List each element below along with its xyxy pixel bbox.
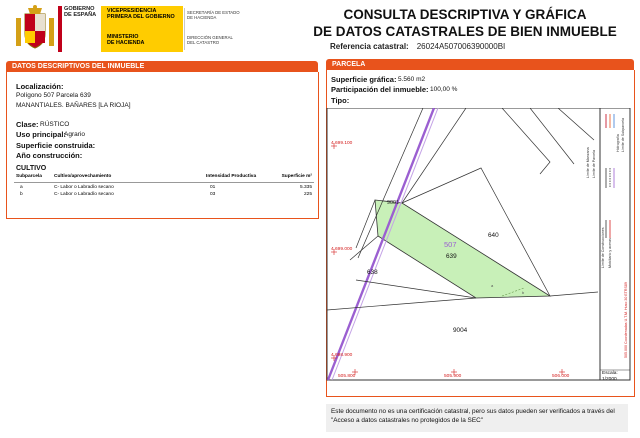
anio-label: Año construcción: [16, 151, 83, 160]
cultivo-header-row [14, 172, 314, 181]
localizacion-label: Localización: [16, 82, 64, 91]
tipo-label: Tipo: [331, 96, 350, 105]
col-superficie: Superficie m² [281, 174, 312, 179]
map-legend: Límite de Parcela [592, 150, 596, 178]
sup-grafica-label: Superficie gráfica: [331, 75, 397, 84]
col-cultivo: Cultivo/aprovechamiento [54, 174, 112, 179]
cultivo-title: CULTIVO [16, 165, 47, 172]
cadastral-map[interactable] [326, 108, 632, 388]
gov-espana: GOBIERNO DE ESPAÑA [64, 6, 97, 19]
map-legend: Límite de Manzana [586, 147, 590, 178]
parcel-label-9001: 9001 [387, 200, 399, 206]
subparcel-label-b: b [522, 290, 525, 295]
y-coord-label: 4.699.100 [331, 141, 353, 146]
parcel-label-639: 639 [446, 253, 457, 260]
x-coord-label: 506.000 [552, 374, 570, 379]
red-band [58, 6, 62, 52]
participacion-value: 100,00 % [430, 86, 458, 93]
secretaria-text: SECRETARÍA DE ESTADO DE HACIENDA [187, 10, 240, 21]
clase-label: Clase: [16, 120, 39, 129]
escala-value: 1/2000 [602, 377, 617, 382]
coord-note: 505.000 Coordenadas U.T.M. Huso 30 ETRS89 [624, 282, 628, 358]
verification-notice: Este documento no es una certificación catastral, pero sus datos pueden ser verificados a través del "Acceso a datos catastrales no protegidos de la SEC" [326, 404, 628, 432]
document-title: CONSULTA DESCRIPTIVA Y GRÁFICA DE DATOS CATASTRALES DE BIEN INMUEBLE [313, 7, 617, 39]
clase-value: RÚSTICO [40, 121, 70, 128]
subparcel-label-a: a [491, 283, 494, 288]
sup-grafica-value: 5.560 m2 [398, 76, 426, 83]
map-legend: Hidrografía [616, 134, 620, 152]
coat-of-arms-logo [14, 4, 56, 52]
polygon-label-507: 507 [444, 240, 457, 249]
parcel-label-640: 640 [488, 232, 499, 239]
col-subparcela: Subparcela [16, 174, 42, 179]
parcel-label-638: 638 [367, 269, 378, 276]
y-coord-label: 4.699.000 [331, 247, 353, 252]
uso-value: Agrario [64, 131, 85, 138]
parcel-label-9004: 9004 [453, 327, 468, 334]
col-intensidad: Intensidad Productiva [206, 174, 257, 179]
referencia-catastral: Referencia catastral: 26024A507006390000BI [330, 42, 506, 51]
map-legend: Límite de Subparcela [621, 118, 625, 152]
localizacion-line1: Polígono 507 Parcela 639 [16, 92, 91, 99]
parcela-section-header: PARCELA [326, 59, 634, 70]
ministerio-text: MINISTERIO [107, 34, 139, 40]
cultivo-table [14, 172, 314, 198]
uso-label: Uso principal: [16, 130, 67, 139]
vicepresidencia-text: VICEPRESIDENCIA [107, 8, 157, 14]
superficie-construida-label: Superficie construida: [16, 141, 96, 150]
map-legend: Mobiliario y aceras [608, 238, 612, 268]
participacion-label: Participación del inmueble: [331, 85, 429, 94]
localizacion-line2: MANANTIALES. BAÑARES [LA RIOJA] [16, 102, 131, 109]
table-row: a C- Labor o Labradío secano 01 5.335 [20, 185, 312, 190]
direccion-text: DIRECCIÓN GENERAL DEL CATASTRO [187, 35, 233, 46]
inmueble-section-header: DATOS DESCRIPTIVOS DEL INMUEBLE [6, 61, 318, 72]
x-coord-label: 505.900 [444, 374, 462, 379]
y-coord-label: 4.698.900 [331, 353, 353, 358]
map-legend: Límite de Construcciones [601, 227, 605, 268]
escala-label: Escala: [602, 371, 618, 376]
ministry-band: VICEPRESIDENCIA PRIMERA DEL GOBIERNO MINISTERIO DE HACIENDA [101, 6, 183, 52]
x-coord-label: 505.800 [338, 374, 356, 379]
table-row: b C- Labor o Labradío secano 03 225 [20, 192, 312, 197]
